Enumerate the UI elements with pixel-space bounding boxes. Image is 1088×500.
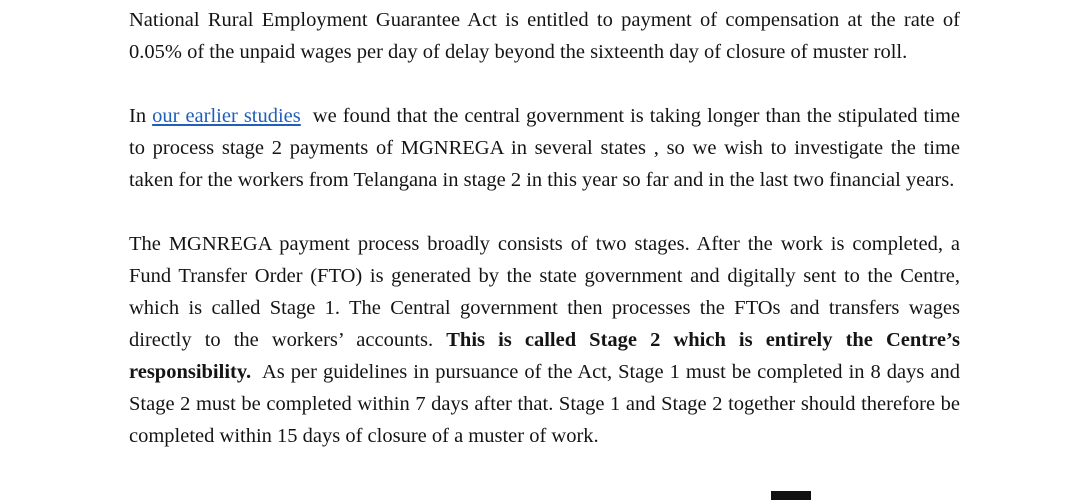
paragraph-compensation-line-2: 0.05% of the unpaid wages per day of delay beyond the sixteenth day of closure of muster roll.	[129, 41, 908, 63]
paragraph-earlier-studies-text: we found that the central government is taking longer than the stipulated time to process stage 2 payments of MGNREGA in several states , so we wish to investigate the time taken for the workers from Telangana in stage 2 in this year so far and in the last two financial years.	[129, 105, 966, 191]
paragraph-payment-process-guidelines: As per guidelines in pursuance of the Act, Stage 1 must be completed in 8 days and Stage 2 must be completed within 7 days after that. Stage 1 and Stage 2 together should therefore be completed within 15 days of closure of a muster of work.	[129, 361, 966, 447]
black-block-decoration	[771, 491, 811, 500]
paragraph-compensation-line-1: National Rural Employment Guarantee Act is entitled to payment of compensation at the rate of	[129, 9, 960, 31]
paragraph-earlier-studies-intro: In	[129, 105, 153, 127]
paragraph-compensation	[129, 4, 960, 68]
earlier-studies-link[interactable]: our earlier studies	[152, 105, 301, 127]
stage-2-emphasis: This is called Stage 2 which is entirely the Centre’s responsibility.	[129, 329, 960, 383]
paragraph-payment-process	[129, 228, 966, 452]
paragraph-payment-process-text: The MGNREGA payment process broadly consists of two stages. After the work is completed, a Fund Transfer Order (FTO) is generated by the state government and digitally sent to the Centre, which is called Stage 1. The Central government then processes the FTOs and transfers wages directly to the workers’ accounts.	[129, 233, 960, 351]
paragraph-earlier-studies	[129, 100, 966, 196]
